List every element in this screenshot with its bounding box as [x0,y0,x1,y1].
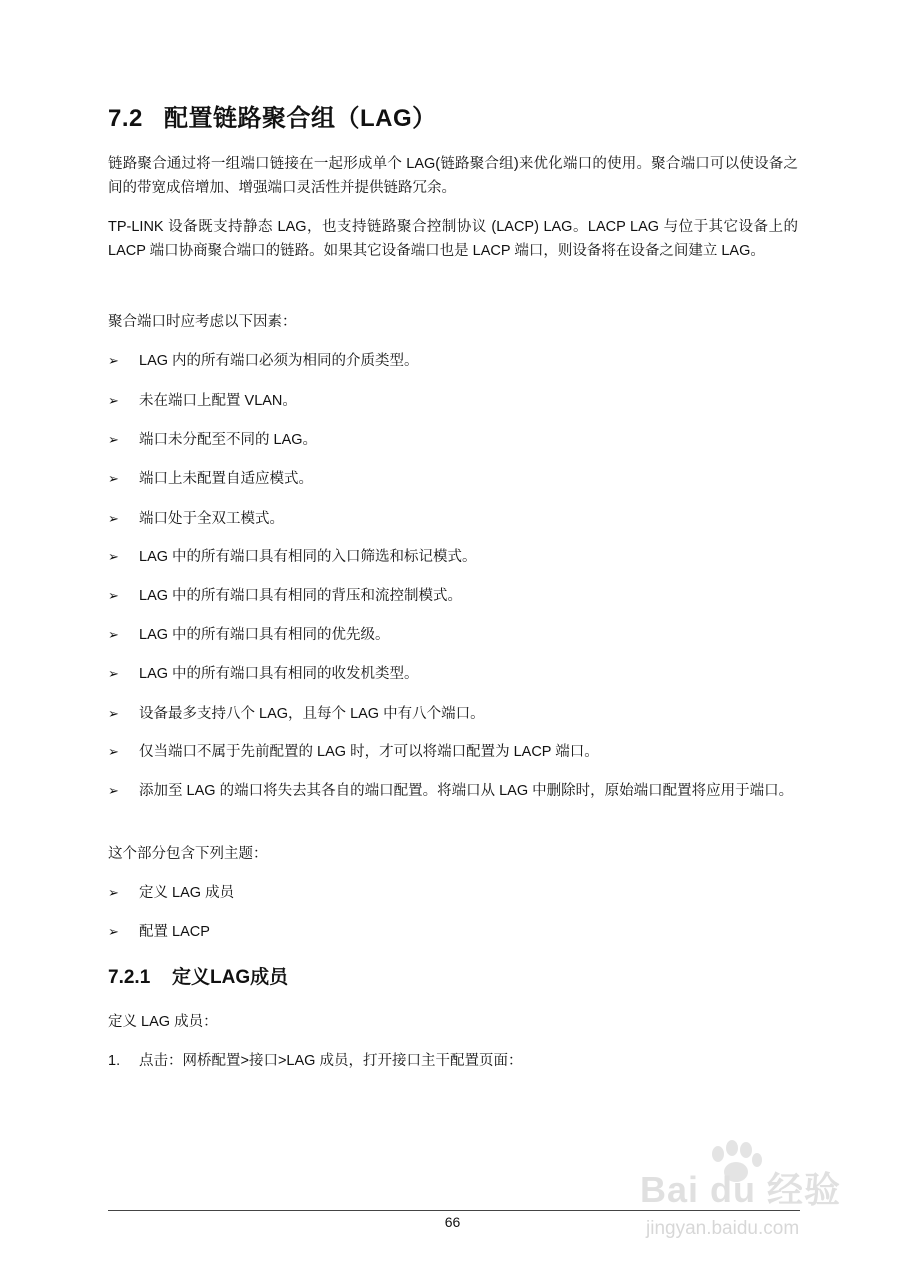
factor-list-item [108,779,798,803]
factor-list-item [108,545,798,569]
factor-text: LAG 中的所有端口具有相同的收发机类型。 [139,666,419,682]
section-title: 配置链路聚合组（LAG） [164,105,437,132]
bullet-arrow-icon: ➢ [108,393,119,408]
factor-list-item [108,662,798,686]
watermark-url: jingyan.baidu.com [646,1218,800,1239]
bullet-arrow-icon: ➢ [108,511,119,526]
bullet-arrow-icon: ➢ [108,588,119,603]
bullet-arrow-icon: ➢ [108,627,119,642]
subsection-heading [108,962,288,989]
factor-text: 端口处于全双工模式。 [139,511,284,527]
section-heading [108,98,437,133]
factor-text: 添加至 LAG 的端口将失去其各自的端口配置。将端口从 LAG 中删除时，原始端口配置将应用于端口。 [139,783,794,799]
bullet-arrow-icon: ➢ [108,885,119,900]
factor-list-item [108,507,798,531]
topic-list-item [108,920,798,944]
subsection-number: 7.2.1 [108,967,151,988]
lacp-paragraph: TP-LINK 设备既支持静态 LAG，也支持链路聚合控制协议 (LACP) LAG。LACP LAG 与位于其它设备上的 LACP 端口协商聚合端口的链路。如果其它设备端口也是 LACP 端口，则设备将在设备之间建立 LAG。 [108,219,798,259]
watermark-brand: Bai du 经验 [640,1169,842,1210]
factor-list-item [108,740,798,764]
factor-text: 设备最多支持八个 LAG，且每个 LAG 中有八个端口。 [139,706,485,722]
factors-lead-paragraph: 聚合端口时应考虑以下因素： [108,314,297,330]
step-number: 1. [108,1053,121,1069]
factor-text: LAG 中的所有端口具有相同的入口筛选和标记模式。 [139,549,477,565]
intro-paragraph: 链路聚合通过将一组端口链接在一起形成单个 LAG(链路聚合组)来优化端口的使用。聚合端口可以使设备之间的带宽成倍增加、增强端口灵活性并提供链路冗余。 [108,156,798,196]
factor-list-item [108,623,798,647]
subsection-title: 定义LAG成员 [172,967,289,988]
bullet-arrow-icon: ➢ [108,432,119,447]
bullet-arrow-icon: ➢ [108,666,119,681]
factor-list-item [108,428,798,452]
factor-text: LAG 中的所有端口具有相同的背压和流控制模式。 [139,588,463,604]
footer-divider [108,1210,800,1211]
baidu-jingyan-watermark [640,1140,850,1250]
topic-link-config-lacp: 配置 LACP [139,924,210,940]
bullet-arrow-icon: ➢ [108,924,119,939]
factor-list-item [108,389,798,413]
factor-text: 仅当端口不属于先前配置的 LAG 时，才可以将端口配置为 LACP 端口。 [139,744,599,760]
factor-list-item [108,349,798,373]
factor-list-item [108,467,798,491]
bullet-arrow-icon: ➢ [108,353,119,368]
factor-list-item [108,702,798,726]
topic-list-item [108,881,798,905]
topic-link-define-lag: 定义 LAG 成员 [139,885,235,901]
factor-text: LAG 内的所有端口必须为相同的介质类型。 [139,353,419,369]
step-item [108,1049,798,1073]
factor-text: 未在端口上配置 VLAN。 [139,393,297,409]
subsection-lead-paragraph: 定义 LAG 成员： [108,1014,218,1030]
page-number: 66 [444,1214,461,1230]
bullet-arrow-icon: ➢ [108,549,119,564]
bullet-arrow-icon: ➢ [108,783,119,798]
factor-text: 端口未分配至不同的 LAG。 [139,432,318,448]
topics-lead-paragraph: 这个部分包含下列主题： [108,846,268,862]
factor-text: 端口上未配置自适应模式。 [139,471,313,487]
section-number: 7.2 [108,105,143,132]
bullet-arrow-icon: ➢ [108,744,119,759]
step-text: 点击：网桥配置>接口>LAG 成员，打开接口主干配置页面： [139,1053,523,1069]
factor-text: LAG 中的所有端口具有相同的优先级。 [139,627,390,643]
bullet-arrow-icon: ➢ [108,706,119,721]
factor-list-item [108,584,798,608]
bullet-arrow-icon: ➢ [108,471,119,486]
